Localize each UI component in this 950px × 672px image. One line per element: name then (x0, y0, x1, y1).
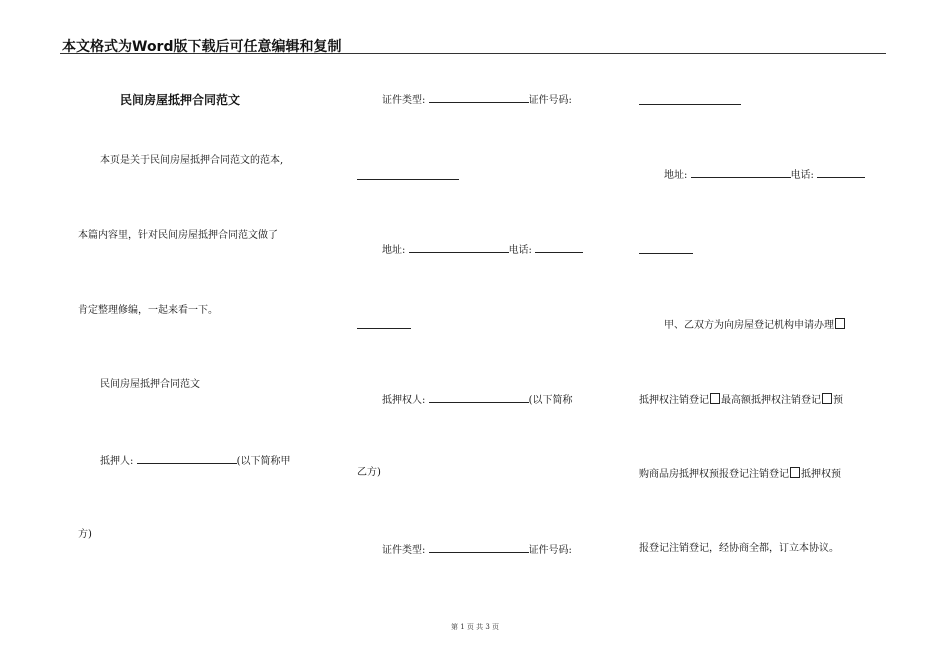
address-label-1: 地址: (664, 170, 688, 181)
phone-blank-2-cont[interactable] (357, 328, 411, 329)
registration-para-line-2 (639, 393, 843, 407)
para-3-end: 抵押权预 (801, 469, 841, 480)
phone-blank-1[interactable] (817, 168, 865, 178)
document-title: 民间房屋抵押合同范文 (120, 93, 241, 107)
registration-para-1-text: 甲、乙双方为向房屋登记机构申请办理 (664, 320, 834, 331)
registration-para-line-4: 报登记注销登记，经协商全都，订立本协议。 (639, 543, 839, 554)
mortgagee-label: 抵押权人: (382, 395, 426, 406)
para-2-end: 预 (833, 395, 843, 406)
header-banner: 本文格式为Word版下载后可任意编辑和复制 (62, 39, 342, 55)
registration-para-line-1 (664, 318, 846, 332)
address-label-2: 地址: (382, 245, 406, 256)
id-type-field-2 (382, 543, 572, 557)
mortgagee-field (382, 393, 572, 407)
phone-blank-1-cont[interactable] (639, 253, 693, 254)
id-number-blank-1-line[interactable] (357, 179, 459, 180)
option-max-mortgage-cancel: 最高额抵押权注销登记 (721, 395, 821, 406)
intro-line-3: 肯定整理修编，一起来看一下。 (78, 305, 218, 316)
id-type-label-1: 证件类型: (382, 95, 426, 106)
phone-blank-2[interactable] (535, 243, 583, 253)
checkbox[interactable] (790, 467, 800, 478)
intro-line-2: 本篇内容里，针对民间房屋抵押合同范文做了 (78, 230, 278, 241)
mortgagor-label: 抵押人: (100, 456, 134, 467)
mortgagee-suffix: (以下简称 (528, 395, 573, 406)
mortgagor-suffix-cont: 方) (78, 529, 92, 540)
checkbox[interactable] (710, 393, 720, 404)
phone-label-2: 电话: (508, 245, 532, 256)
mortgagee-suffix-cont: 乙方) (357, 467, 381, 478)
mortgagee-blank[interactable] (429, 393, 529, 403)
id-number-label-1: 证件号码: (528, 95, 572, 106)
id-number-blank-1[interactable] (639, 104, 741, 105)
mortgagor-field (100, 454, 290, 468)
id-type-blank-1[interactable] (429, 93, 529, 103)
phone-label-1: 电话: (790, 170, 814, 181)
checkbox[interactable] (822, 393, 832, 404)
mortgagor-suffix: (以下简称甲 (236, 456, 291, 467)
id-type-label-2: 证件类型: (382, 545, 426, 556)
option-presale-cancel: 购商品房抵押权预报登记注销登记 (639, 469, 789, 480)
id-type-blank-2[interactable] (429, 543, 529, 553)
registration-para-line-3 (639, 467, 841, 481)
checkbox[interactable] (835, 318, 845, 329)
option-mortgage-cancel: 抵押权注销登记 (639, 395, 709, 406)
id-type-field-1 (382, 93, 572, 107)
address-phone-field-1 (664, 168, 865, 182)
address-phone-field-2 (382, 243, 583, 257)
page-footer: 第 1 页 共 3 页 (450, 623, 500, 631)
header-rule (60, 53, 886, 54)
address-blank-1[interactable] (691, 168, 791, 178)
mortgagor-blank[interactable] (137, 454, 237, 464)
id-number-label-2: 证件号码: (528, 545, 572, 556)
intro-line-1: 本页是关于民间房屋抵押合同范文的范本, (100, 155, 284, 166)
address-blank-2[interactable] (409, 243, 509, 253)
contract-subtitle: 民间房屋抵押合同范文 (100, 379, 200, 390)
